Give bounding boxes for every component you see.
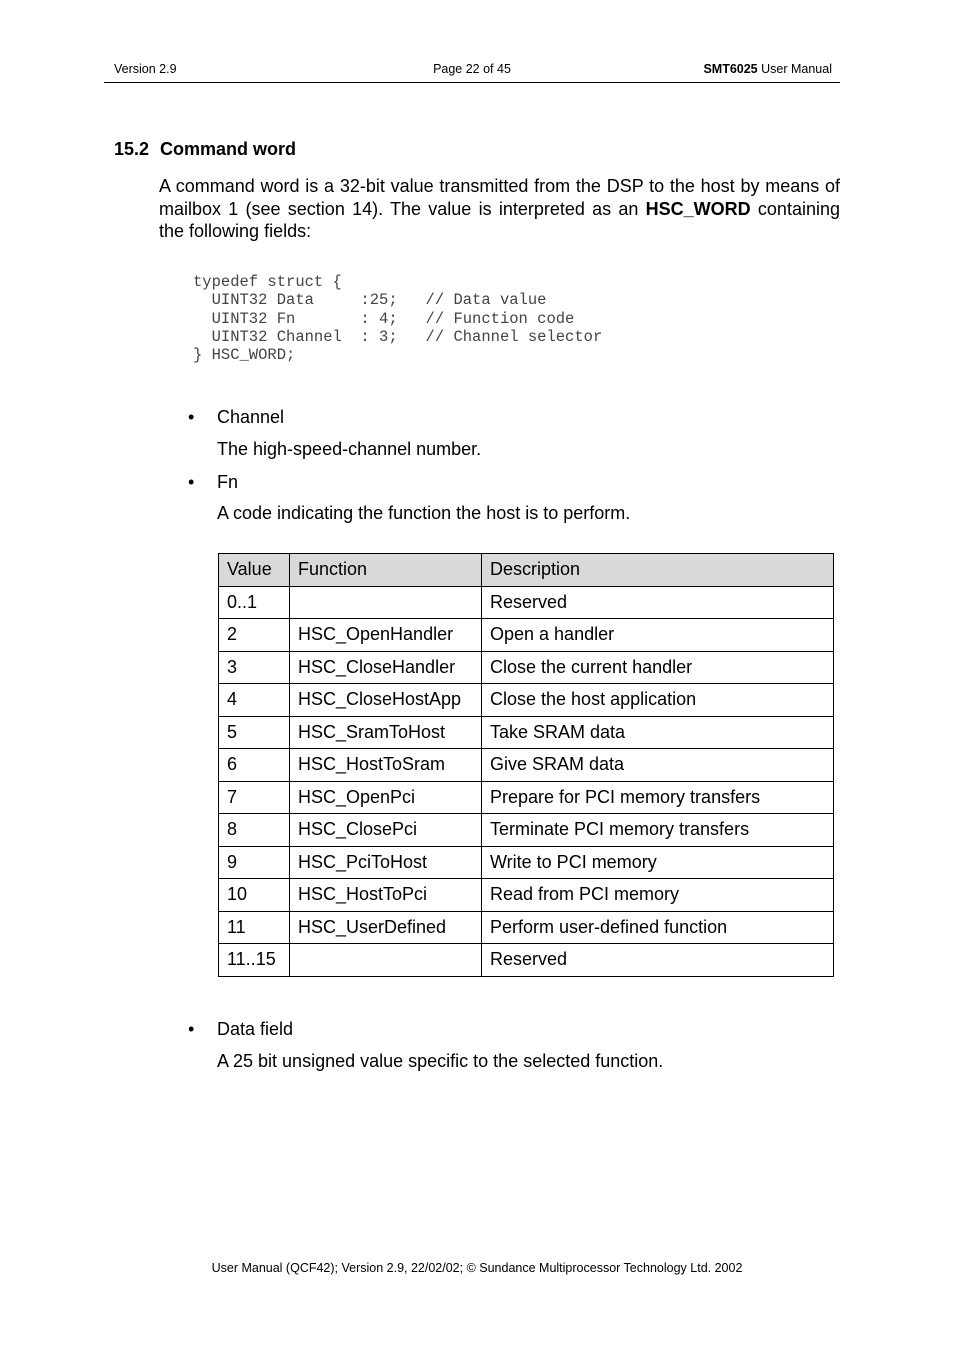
cell-function: HSC_PciToHost	[290, 846, 482, 879]
header-version: Version 2.9	[114, 62, 177, 76]
intro-paragraph	[159, 175, 840, 243]
table-row	[219, 846, 834, 879]
cell-function: HSC_ClosePci	[290, 814, 482, 847]
cell-function	[290, 586, 482, 619]
function-table	[218, 553, 834, 977]
cell-description: Open a handler	[482, 619, 834, 652]
cell-function: HSC_OpenHandler	[290, 619, 482, 652]
bullet-data-desc: A 25 bit unsigned value specific to the selected function.	[217, 1051, 664, 1071]
cell-function: HSC_UserDefined	[290, 911, 482, 944]
table-row	[219, 911, 834, 944]
header-manual-title	[703, 62, 832, 76]
header-description: Description	[482, 554, 834, 587]
bullet-dot: •	[188, 472, 195, 492]
cell-function: HSC_SramToHost	[290, 716, 482, 749]
cell-description: Write to PCI memory	[482, 846, 834, 879]
table-row	[219, 716, 834, 749]
section-heading	[114, 139, 296, 160]
bullet-fn-label: Fn	[217, 472, 239, 492]
cell-description: Close the current handler	[482, 651, 834, 684]
cell-value: 6	[219, 749, 290, 782]
cell-value: 9	[219, 846, 290, 879]
table-row	[219, 749, 834, 782]
table-row	[219, 781, 834, 814]
bullet-fn-desc: A code indicating the function the host is to perform.	[217, 503, 631, 523]
section-number: 15.2	[114, 139, 150, 159]
cell-description: Prepare for PCI memory transfers	[482, 781, 834, 814]
cell-value: 11	[219, 911, 290, 944]
cell-description: Take SRAM data	[482, 716, 834, 749]
cell-value: 3	[219, 651, 290, 684]
cell-function: HSC_CloseHandler	[290, 651, 482, 684]
header-function: Function	[290, 554, 482, 587]
intro-bold-term: HSC_WORD	[645, 198, 751, 219]
cell-description: Close the host application	[482, 684, 834, 717]
cell-description: Give SRAM data	[482, 749, 834, 782]
header-product: SMT6025	[703, 62, 758, 76]
page-header	[104, 60, 840, 83]
cell-value: 10	[219, 879, 290, 912]
cell-value: 11..15	[219, 944, 290, 977]
page-footer: User Manual (QCF42); Version 2.9, 22/02/02; © Sundance Multiprocessor Technology Ltd. 2002	[211, 1261, 743, 1275]
table-row	[219, 879, 834, 912]
table-row	[219, 586, 834, 619]
header-manual: User Manual	[761, 62, 832, 76]
bullet-channel-label: Channel	[217, 407, 285, 427]
code-block: typedef struct { UINT32 Data :25; // Data value UINT32 Fn : 4; // Function code UINT32 Channel : 3; // Channel selector } HSC_WORD;	[193, 273, 603, 365]
bullet-dot: •	[188, 407, 195, 427]
cell-function: HSC_HostToPci	[290, 879, 482, 912]
cell-function: HSC_OpenPci	[290, 781, 482, 814]
header-value: Value	[219, 554, 290, 587]
table-header-row	[219, 554, 834, 587]
table-row	[219, 684, 834, 717]
bullet-dot: •	[188, 1019, 195, 1039]
section-title: Command word	[160, 139, 297, 159]
cell-function: HSC_CloseHostApp	[290, 684, 482, 717]
table-row	[219, 651, 834, 684]
table-row	[219, 944, 834, 977]
cell-value: 8	[219, 814, 290, 847]
cell-description: Terminate PCI memory transfers	[482, 814, 834, 847]
bullet-data-label: Data field	[217, 1019, 294, 1039]
table-row	[219, 814, 834, 847]
cell-function: HSC_HostToSram	[290, 749, 482, 782]
cell-description: Perform user-defined function	[482, 911, 834, 944]
cell-description: Reserved	[482, 944, 834, 977]
intro-text: A command word is a 32-bit value transmitted from the DSP to the host by means of mailbox 1 (see section 14). The value is interpreted as an	[159, 176, 840, 219]
header-page-number: Page 22 of 45	[433, 62, 511, 76]
cell-function	[290, 944, 482, 977]
intro-text-end: containing the following fields:	[159, 198, 840, 241]
cell-value: 7	[219, 781, 290, 814]
cell-value: 4	[219, 684, 290, 717]
bullet-channel-desc: The high-speed-channel number.	[217, 439, 482, 459]
cell-description: Reserved	[482, 586, 834, 619]
table-row	[219, 619, 834, 652]
cell-value: 2	[219, 619, 290, 652]
cell-description: Read from PCI memory	[482, 879, 834, 912]
cell-value: 0..1	[219, 586, 290, 619]
cell-value: 5	[219, 716, 290, 749]
